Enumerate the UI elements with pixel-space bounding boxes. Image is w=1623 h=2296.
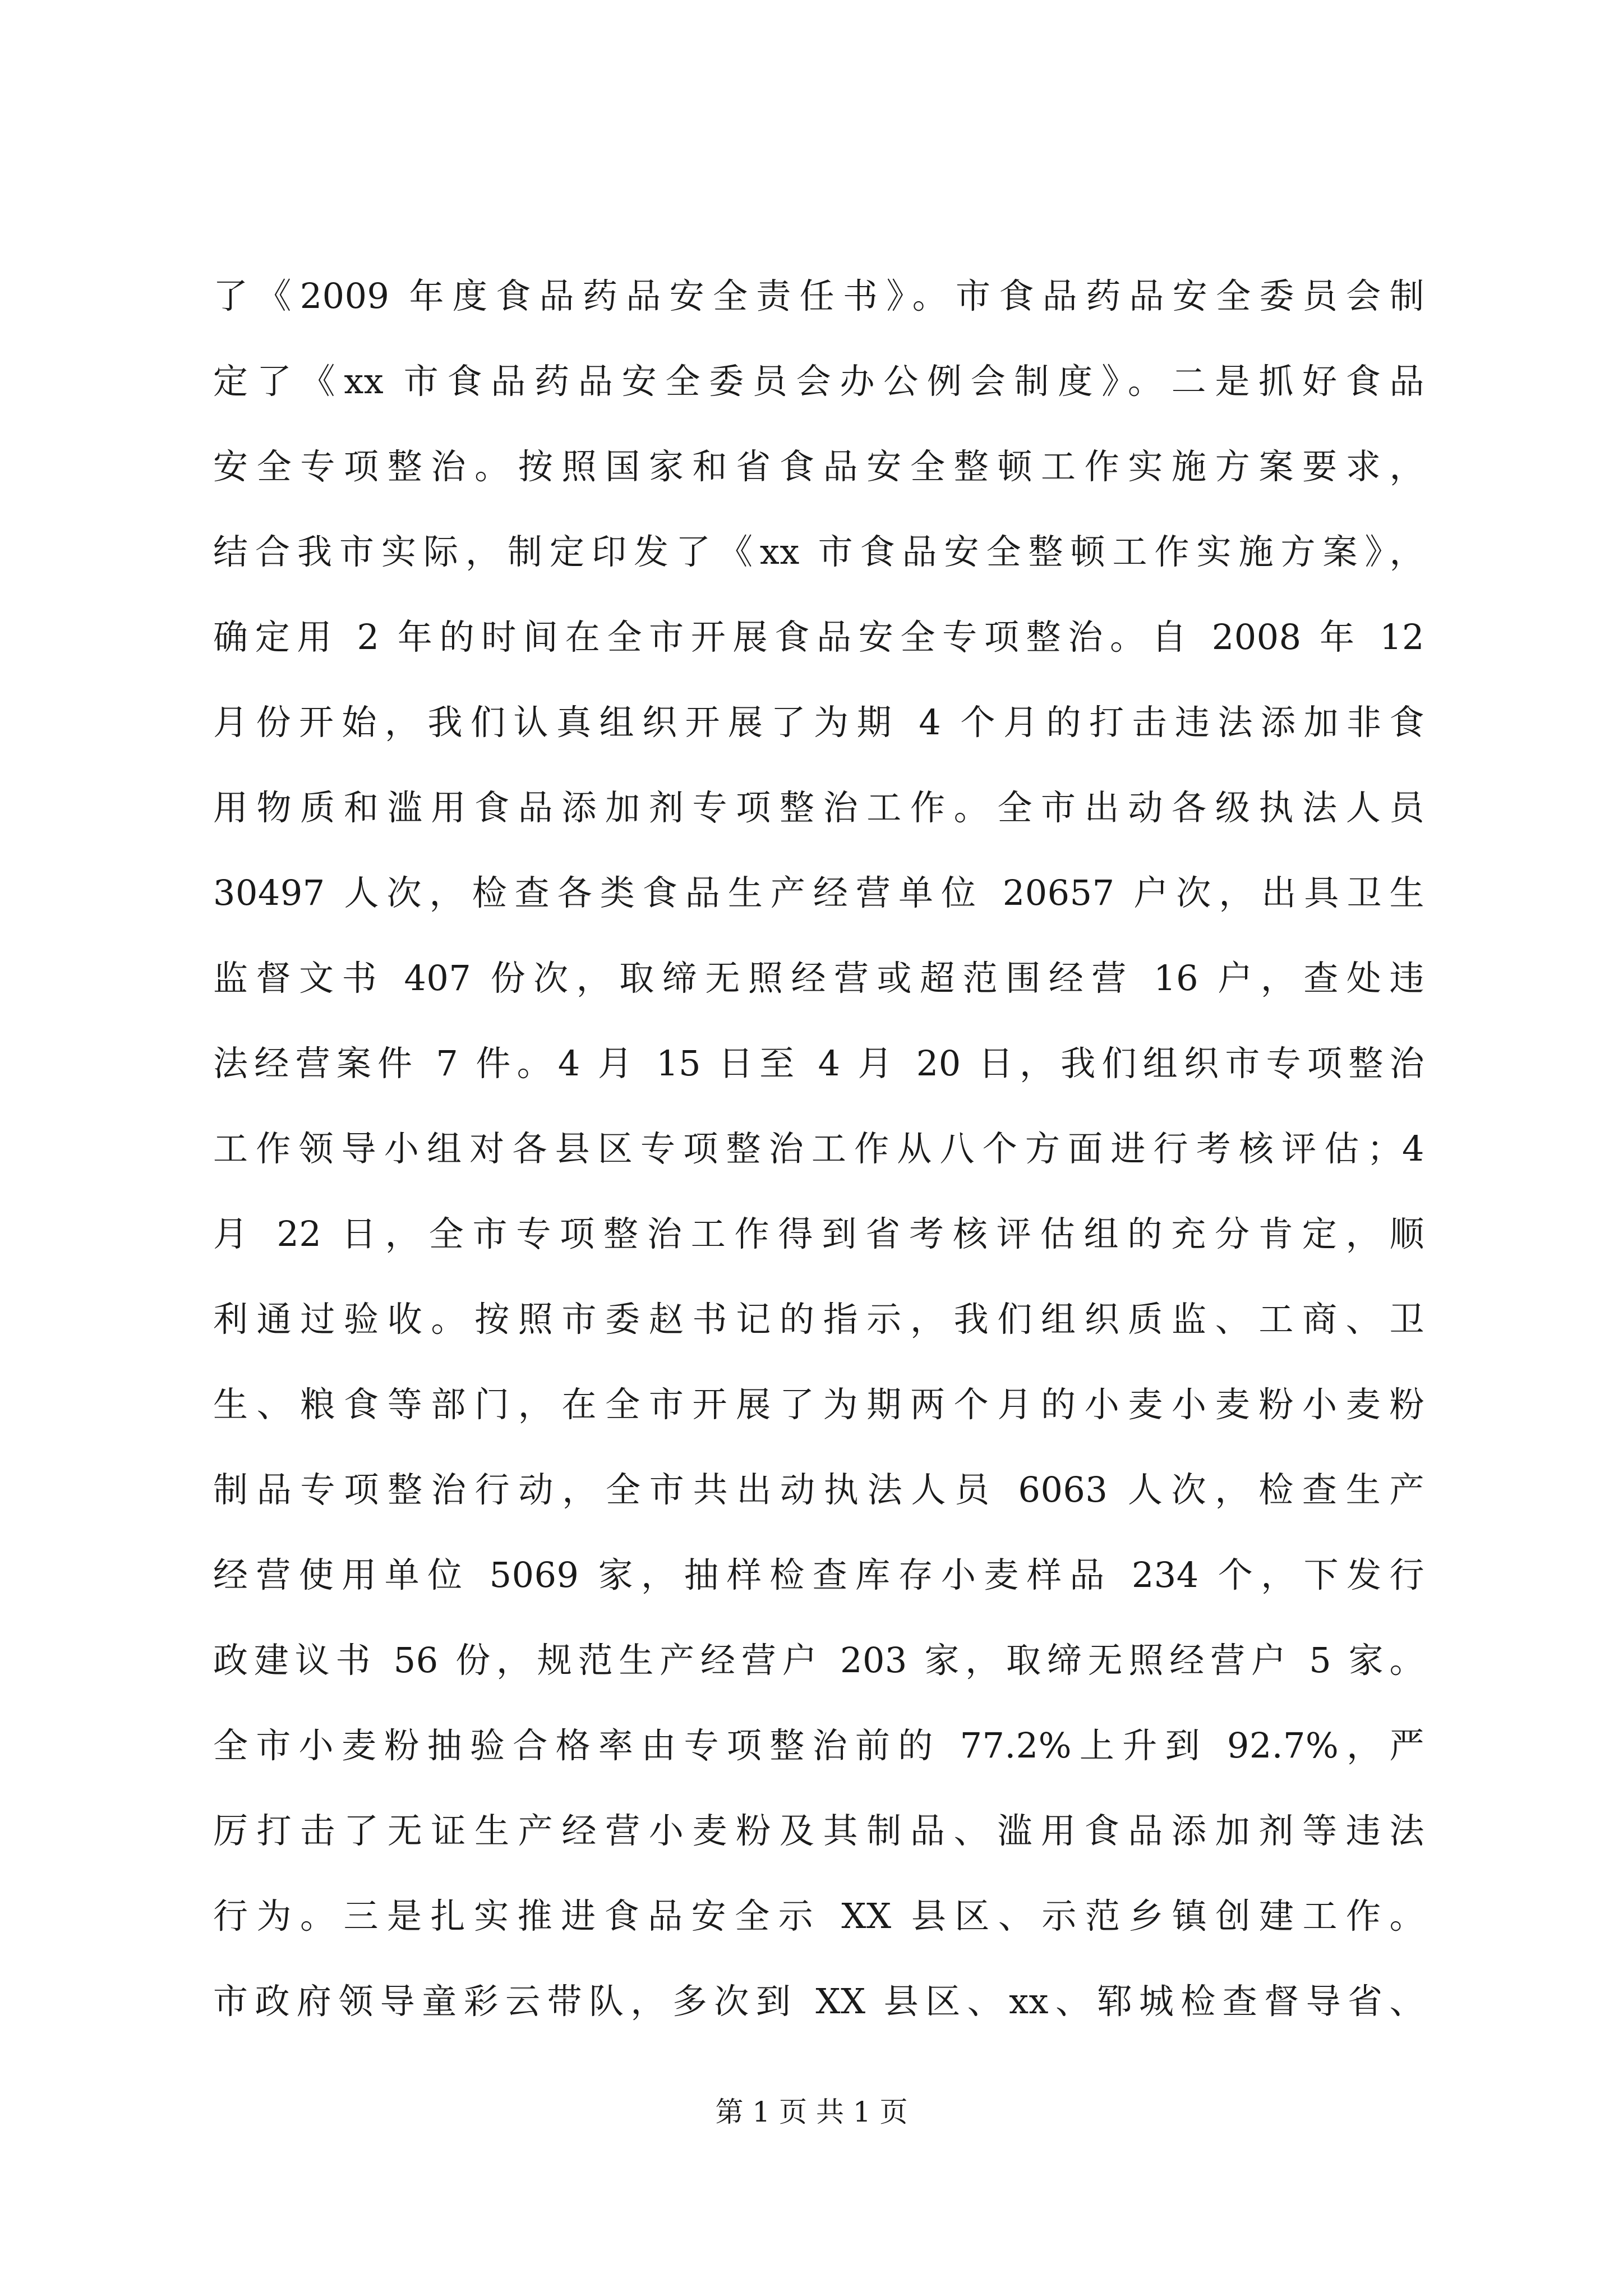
- text-line: 监督文书 407 份次，取缔无照经营或超范围经营 16 户，查处违: [213, 958, 1424, 999]
- text-line: 厉打击了无证生产经营小麦粉及其制品、滥用食品添加剂等违法: [213, 1810, 1424, 1851]
- text-line: 月 22 日，全市专项整治工作得到省考核评估组的充分肯定，顺: [213, 1213, 1424, 1254]
- text-line: 确定用 2 年的时间在全市开展食品安全专项整治。自 2008 年 12: [213, 616, 1424, 657]
- text-line: 安全专项整治。按照国家和省食品安全整顿工作实施方案要求，: [213, 446, 1424, 487]
- text-line: 30497 人次，检查各类食品生产经营单位 20657 户次，出具卫生: [213, 872, 1424, 913]
- text-line: 定了《xx 市食品药品安全委员会办公例会制度》。二是抓好食品: [213, 361, 1424, 402]
- text-line: 市政府领导童彩云带队，多次到 XX 县区、xx、郓城检查督导省、: [213, 1981, 1424, 2022]
- text-line: 用物质和滥用食品添加剂专项整治工作。全市出动各级执法人员: [213, 787, 1424, 828]
- page-footer: [0, 2095, 1623, 2129]
- text-line: 利通过验收。按照市委赵书记的指示，我们组织质监、工商、卫: [213, 1299, 1424, 1340]
- text-line: 法经营案件 7 件。4 月 15 日至 4 月 20 日，我们组织市专项整治: [213, 1043, 1424, 1084]
- text-line: 月份开始，我们认真组织开展了为期 4 个月的打击违法添加非食: [213, 702, 1424, 743]
- text-line: 了《2009 年度食品药品安全责任书》。市食品药品安全委员会制: [213, 275, 1424, 316]
- text-line: 工作领导小组对各县区专项整治工作从八个方面进行考核评估；4: [213, 1128, 1424, 1169]
- text-line: 全市小麦粉抽验合格率由专项整治前的 77.2%上升到 92.7%，严: [213, 1725, 1424, 1766]
- text-line: 政建议书 56 份，规范生产经营户 203 家，取缔无照经营户 5 家。: [213, 1640, 1424, 1681]
- text-line: 生、粮食等部门，在全市开展了为期两个月的小麦小麦粉小麦粉: [213, 1384, 1424, 1425]
- text-line: 结合我市实际，制定印发了《xx 市食品安全整顿工作实施方案》，: [213, 531, 1424, 572]
- page-number-label: 第 1 页 共 1 页: [715, 2096, 908, 2128]
- text-line: 经营使用单位 5069 家，抽样检查库存小麦样品 234 个，下发行: [213, 1554, 1424, 1595]
- text-line: 行为。三是扎实推进食品安全示 XX 县区、示范乡镇创建工作。: [213, 1895, 1424, 1936]
- text-line: 制品专项整治行动，全市共出动执法人员 6063 人次，检查生产: [213, 1469, 1424, 1510]
- body-paragraph: [213, 254, 1424, 2044]
